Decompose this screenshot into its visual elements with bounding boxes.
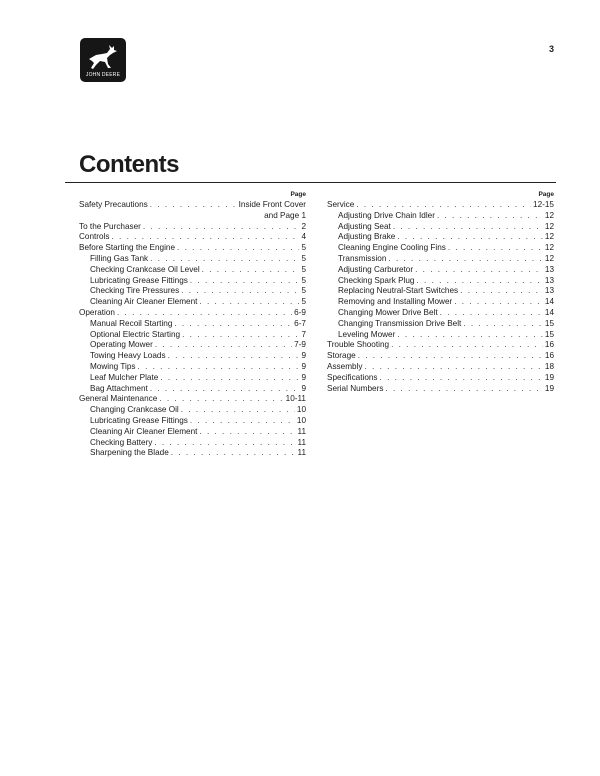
toc-entry-label: Lubricating Grease Fittings [90, 415, 188, 425]
toc-entry [79, 265, 306, 276]
page-column-header: Page [290, 191, 306, 198]
toc-entry [79, 373, 306, 384]
toc-entry-label: Cleaning Engine Cooling Fins [338, 243, 446, 253]
dot-leader [202, 265, 300, 276]
dot-leader [160, 373, 299, 384]
toc-entry-page: 11 [297, 448, 306, 458]
toc-entry [79, 286, 306, 297]
dot-leader [415, 265, 543, 276]
dot-leader [199, 427, 295, 438]
toc-entry [79, 448, 306, 459]
dot-leader [154, 438, 295, 449]
toc-entry [327, 340, 554, 351]
page-title: Contents [79, 151, 179, 178]
toc-entry-page: 15 [544, 329, 554, 339]
toc-entry [79, 427, 306, 438]
toc-entry-page: 10 [296, 405, 306, 415]
toc-entry-label: Safety Precautions [79, 200, 148, 209]
toc-list-right [327, 200, 554, 394]
dot-leader [150, 254, 299, 265]
john-deere-logo [80, 38, 126, 82]
toc-entry-page: 5 [301, 286, 306, 296]
toc-entry-page: 19 [544, 372, 554, 382]
toc-entry-page: 9 [301, 351, 306, 361]
toc-entry-label: Lubricating Grease Fittings [90, 275, 188, 285]
toc-entry-page: 14 [544, 307, 554, 317]
toc-entry [327, 330, 554, 341]
toc-entry-page: 9 [301, 361, 306, 371]
toc-entry [79, 351, 306, 362]
toc-entry-page: 6-7 [294, 318, 306, 328]
toc-entry-label: Operation [79, 307, 115, 317]
toc-entry-page: 18 [544, 361, 554, 371]
dot-leader [190, 416, 295, 427]
dot-leader [117, 308, 292, 319]
dot-leader [112, 232, 300, 243]
toc-entry-page: 15 [544, 318, 554, 328]
dot-leader [155, 340, 292, 351]
toc-entry-label: Changing Mower Drive Belt [338, 307, 438, 317]
toc-entry-label: Mowing Tips [90, 361, 136, 371]
dot-leader [199, 297, 299, 308]
dot-leader [358, 351, 543, 362]
dot-leader [181, 405, 295, 416]
toc-entry-label: Leaf Mulcher Plate [90, 372, 159, 382]
toc-entry-page: 7-9 [294, 340, 306, 350]
toc-entry-page: 7 [301, 329, 306, 339]
toc-entry [327, 319, 554, 330]
toc-entry-page: 2 [301, 221, 306, 231]
toc-entry-page-continued: and Page 1 [264, 210, 306, 220]
toc-entry [79, 394, 306, 405]
toc-entry-page: 5 [301, 253, 306, 263]
toc-entry [79, 200, 306, 211]
toc-entry-page: 16 [544, 351, 554, 361]
toc-entry [79, 222, 306, 233]
toc-entry [327, 362, 554, 373]
toc-entry [327, 297, 554, 308]
toc-entry [327, 200, 554, 211]
toc-entry-page: 14 [544, 297, 554, 307]
toc-entry [79, 438, 306, 449]
toc-entry-label: Transmission [338, 253, 387, 263]
toc-entry-label: General Maintenance [79, 394, 158, 404]
toc-entry [327, 265, 554, 276]
dot-leader [143, 222, 300, 233]
toc-entry [79, 243, 306, 254]
toc-entry [327, 254, 554, 265]
toc-entry-page: 9 [301, 383, 306, 393]
dot-leader [150, 200, 237, 211]
dot-leader [416, 276, 542, 287]
toc-entry-label: Operating Mower [90, 340, 153, 350]
toc-list-left [79, 200, 306, 459]
toc-entry-label: Adjusting Brake [338, 232, 396, 242]
dot-leader [385, 384, 542, 395]
toc-entry-label: Adjusting Seat [338, 221, 391, 231]
toc-entry-label: To the Purchaser [79, 221, 141, 231]
toc-entry-label: Bag Attachment [90, 383, 148, 393]
toc-entry-page: 12-15 [533, 200, 554, 209]
dot-leader [463, 319, 543, 330]
toc-entry-page: 6-9 [294, 307, 306, 317]
toc-entry-label: Service [327, 200, 355, 209]
dot-leader [448, 243, 543, 254]
toc-entry [79, 297, 306, 308]
toc-entry-label: Checking Crankcase Oil Level [90, 264, 200, 274]
toc-entry-label: Filling Gas Tank [90, 253, 149, 263]
toc-entry-page: 5 [301, 275, 306, 285]
toc-entry [79, 340, 306, 351]
toc-entry-page: 12 [544, 243, 554, 253]
toc-left-column [79, 190, 306, 459]
toc-entry [79, 276, 306, 287]
dot-leader [393, 222, 543, 233]
toc-entry-label: Adjusting Carburetor [338, 264, 414, 274]
toc-entry-label: Leveling Mower [338, 329, 396, 339]
toc-entry [327, 286, 554, 297]
dot-leader [356, 200, 531, 211]
toc-entry-page: 9 [301, 372, 306, 382]
dot-leader [174, 319, 292, 330]
toc-entry-page: 5 [301, 264, 306, 274]
toc-entry-label: Manual Recoil Starting [90, 318, 173, 328]
toc-entry-page: 12 [544, 210, 554, 220]
toc-entry-label: Towing Heavy Loads [90, 351, 166, 361]
toc-entry [327, 276, 554, 287]
toc-entry-page: 5 [301, 297, 306, 307]
dot-leader [181, 286, 299, 297]
dot-leader [171, 448, 296, 459]
toc-entry-label: Removing and Installing Mower [338, 297, 453, 307]
dot-leader [397, 232, 543, 243]
toc-entry-page: 4 [301, 232, 306, 242]
toc-entry-label: Trouble Shooting [327, 340, 390, 350]
dot-leader [168, 351, 300, 362]
toc-entry-page: 19 [544, 383, 554, 393]
toc-entry-label: Specifications [327, 372, 378, 382]
toc-entry-page: 12 [544, 221, 554, 231]
toc-entry-label: Replacing Neutral-Start Switches [338, 286, 459, 296]
toc-entry-label: Optional Electric Starting [90, 329, 181, 339]
dot-leader [138, 362, 300, 373]
toc-entry [79, 254, 306, 265]
toc-entry-page: 16 [544, 340, 554, 350]
dot-leader [460, 286, 543, 297]
dot-leader [440, 308, 543, 319]
toc-entry [79, 416, 306, 427]
toc-entry-page: 5 [301, 243, 306, 253]
toc-entry [327, 373, 554, 384]
toc-entry [327, 211, 554, 222]
toc-entry [327, 308, 554, 319]
toc-entry [327, 384, 554, 395]
dot-leader [177, 243, 299, 254]
toc-entry-label: Cleaning Air Cleaner Element [90, 297, 198, 307]
toc-entry-label: Sharpening the Blade [90, 448, 169, 458]
toc-entry-page: 13 [544, 275, 554, 285]
logo-text: JOHN DEERE [85, 72, 121, 78]
dot-leader [391, 340, 543, 351]
toc-entry-label: Serial Numbers [327, 383, 384, 393]
toc-entry [79, 308, 306, 319]
dot-leader [159, 394, 283, 405]
toc-entry-page: Inside Front Cover [238, 200, 306, 209]
dot-leader [182, 330, 299, 341]
leaping-deer-icon [87, 44, 119, 70]
dot-leader [380, 373, 543, 384]
toc-entry-page: 10 [296, 415, 306, 425]
toc-entry-label: Changing Crankcase Oil [90, 405, 179, 415]
title-divider [65, 182, 556, 183]
dot-leader [150, 384, 300, 395]
dot-leader [190, 276, 300, 287]
toc-entry-page: 13 [544, 264, 554, 274]
toc-entry-label: Storage [327, 351, 356, 361]
toc-entry-label: Checking Tire Pressures [90, 286, 180, 296]
toc-entry [327, 222, 554, 233]
toc-entry-label: Adjusting Drive Chain Idler [338, 210, 435, 220]
toc-entry [327, 351, 554, 362]
toc-entry-label: Assembly [327, 361, 363, 371]
toc-entry [327, 232, 554, 243]
dot-leader [454, 297, 543, 308]
toc-entry-label: Before Starting the Engine [79, 243, 176, 253]
toc-entry-label: Checking Battery [90, 437, 153, 447]
toc-entry [79, 330, 306, 341]
toc-entry-label: Controls [79, 232, 110, 242]
toc-entry [327, 243, 554, 254]
toc-entry-page: 12 [544, 232, 554, 242]
toc-entry [79, 232, 306, 243]
toc-entry [79, 362, 306, 373]
toc-entry-label: Changing Transmission Drive Belt [338, 318, 462, 328]
dot-leader [397, 330, 543, 341]
toc-entry-page: 11 [297, 437, 306, 447]
toc-entry [79, 405, 306, 416]
dot-leader [388, 254, 543, 265]
toc-entry-label: Checking Spark Plug [338, 275, 415, 285]
dot-leader [365, 362, 543, 373]
toc-entry [79, 384, 306, 395]
toc-entry-page: 10-11 [285, 394, 306, 404]
toc-entry-page: 11 [297, 426, 306, 436]
toc-entry-page: 13 [544, 286, 554, 296]
page-number: 3 [548, 44, 554, 54]
dot-leader [437, 211, 543, 222]
toc-right-column [327, 190, 554, 394]
toc-entry-label: Cleaning Air Cleaner Element [90, 426, 198, 436]
toc-entry [79, 319, 306, 330]
page-column-header: Page [538, 191, 554, 198]
toc-entry-page: 12 [544, 253, 554, 263]
